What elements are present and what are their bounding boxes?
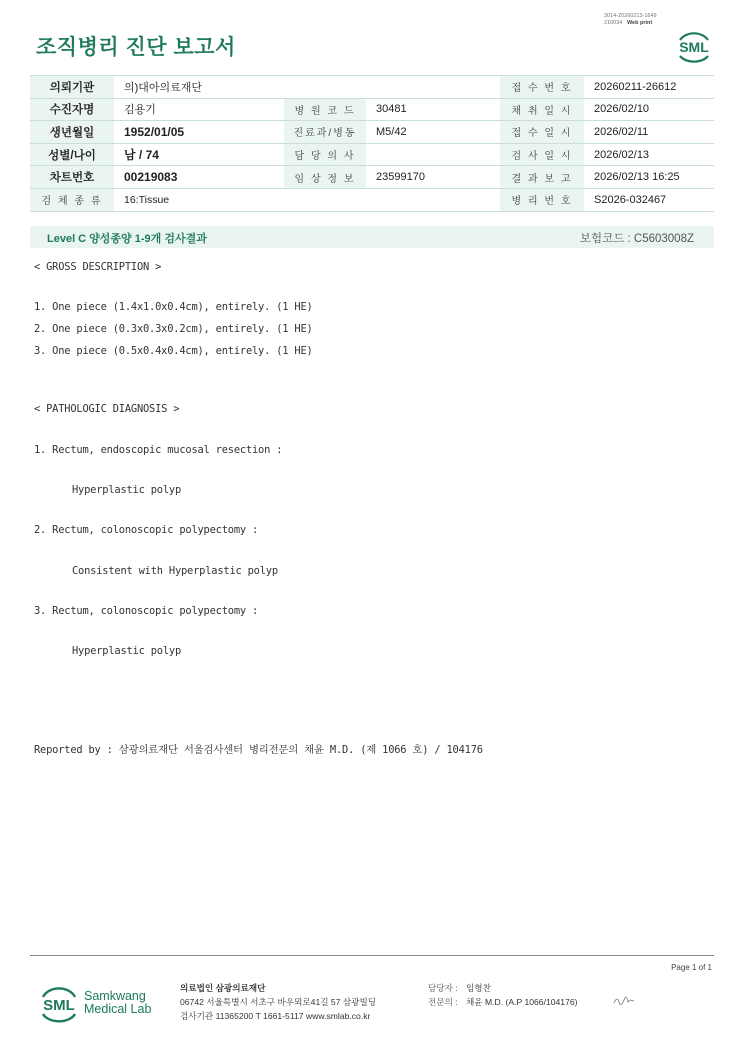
info-value: 00219083 — [114, 166, 284, 189]
staff-name: 임형찬 — [466, 983, 491, 993]
info-label: 채 취 일 시 — [500, 98, 584, 121]
info-label: 병 리 번 호 — [500, 188, 584, 211]
sml-logo-icon — [36, 983, 82, 1025]
test-name-band — [30, 226, 714, 248]
patient-info-table — [30, 75, 714, 212]
info-value: 30481 — [366, 98, 500, 121]
brand-line-2: Medical Lab — [84, 1002, 152, 1016]
info-label: 접 수 일 시 — [500, 121, 584, 144]
page-title: 조직병리 진단 보고서 — [36, 36, 236, 59]
info-value: M5/42 — [366, 121, 500, 144]
sml-logo-icon — [672, 26, 716, 66]
info-label: 결 과 보 고 — [500, 166, 584, 189]
logo-text: SML — [679, 39, 709, 55]
gross-item: 2. One piece (0.3x0.3x0.2cm), entirely. (1 HE) — [34, 323, 313, 335]
info-value — [366, 143, 500, 166]
info-value: 2026/02/13 16:25 — [584, 166, 714, 189]
info-value: S2026-032467 — [584, 188, 714, 211]
info-label: 병 원 코 드 — [284, 98, 366, 121]
gross-item: 3. One piece (0.5x0.4x0.4cm), entirely. (1 HE) — [34, 345, 313, 357]
info-value: 23599170 — [366, 166, 500, 189]
diagnosis-site: 2. Rectum, colonoscopic polypectomy : — [34, 524, 259, 536]
info-row — [30, 76, 714, 99]
info-value: 16:Tissue — [114, 188, 500, 211]
gross-item: 1. One piece (1.4x1.0x0.4cm), entirely. (1 HE) — [34, 301, 313, 313]
info-label: 검 사 일 시 — [500, 143, 584, 166]
web-print-label: Web print — [626, 20, 653, 26]
brand-line-1: Samkwang — [84, 989, 146, 1003]
info-label: 생년월일 — [30, 121, 114, 144]
page-number: Page 1 of 1 — [671, 963, 712, 972]
meta-line-2: 210034 Web print — [604, 20, 653, 26]
info-label: 수진자명 — [30, 98, 114, 121]
organization-contact: 검사기관 11365200 T 1661-5117 www.smlab.co.kr — [180, 1011, 371, 1021]
organization-address: 06742 서울특별시 서초구 바우뫼로41길 57 삼광빌딩 — [180, 997, 377, 1007]
specialist-label: 전문의 : — [428, 997, 458, 1007]
diagnosis-result: Hyperplastic polyp — [72, 484, 182, 496]
info-label: 차트번호 — [30, 166, 114, 189]
test-name: Level C 양성종양 1-9개 검사결과 — [47, 233, 207, 245]
info-value: 남 / 74 — [114, 143, 284, 166]
info-value: 2026/02/13 — [584, 143, 714, 166]
logo-text: SML — [43, 997, 75, 1014]
gross-description-header: < GROSS DESCRIPTION > — [34, 261, 162, 273]
info-label: 성별/나이 — [30, 143, 114, 166]
info-label: 담 당 의 사 — [284, 143, 366, 166]
info-row — [30, 188, 714, 211]
info-value: 2026/02/10 — [584, 98, 714, 121]
info-label: 진료과/병동 — [284, 121, 366, 144]
info-value: 1952/01/05 — [114, 121, 284, 144]
brand-name — [84, 990, 151, 1016]
signature-icon — [612, 995, 636, 1007]
info-value: 2026/02/11 — [584, 121, 714, 144]
diagnosis-site: 3. Rectum, colonoscopic polypectomy : — [34, 605, 259, 617]
diagnosis-result: Consistent with Hyperplastic polyp — [72, 565, 278, 577]
specialist-name: 채윤 M.D. (A.P 1066/104176) — [466, 997, 578, 1007]
info-label: 임 상 정 보 — [284, 166, 366, 189]
meta-line-1: 3014-20260213-1649 — [604, 13, 657, 19]
insurance-code: 보험코드 : C5603008Z — [579, 233, 694, 245]
info-value: 20260211-26612 — [584, 76, 714, 99]
info-value: 김용기 — [114, 98, 284, 121]
report-meta — [604, 13, 657, 27]
info-row — [30, 166, 714, 189]
info-label: 접 수 번 호 — [500, 76, 584, 99]
diagnosis-result: Hyperplastic polyp — [72, 645, 182, 657]
organization-name: 의료법인 삼광의료재단 — [180, 983, 266, 993]
info-label: 의뢰기관 — [30, 76, 114, 99]
pathologic-diagnosis-header: < PATHOLOGIC DIAGNOSIS > — [34, 403, 180, 415]
info-row — [30, 121, 714, 144]
reported-by: Reported by : 삼광의료재단 서울검사센터 병리전문의 채윤 M.D. (제 1066 호) / 104176 — [34, 744, 483, 756]
footer-divider — [30, 955, 714, 956]
organization-info — [180, 981, 376, 1023]
info-value: 의)대아의료재단 — [114, 76, 500, 99]
info-row — [30, 98, 714, 121]
staff-info — [428, 981, 578, 1009]
info-label: 검 체 종 류 — [30, 188, 114, 211]
staff-label: 담당자 : — [428, 983, 458, 993]
diagnosis-site: 1. Rectum, endoscopic mucosal resection : — [34, 444, 283, 456]
info-row — [30, 143, 714, 166]
